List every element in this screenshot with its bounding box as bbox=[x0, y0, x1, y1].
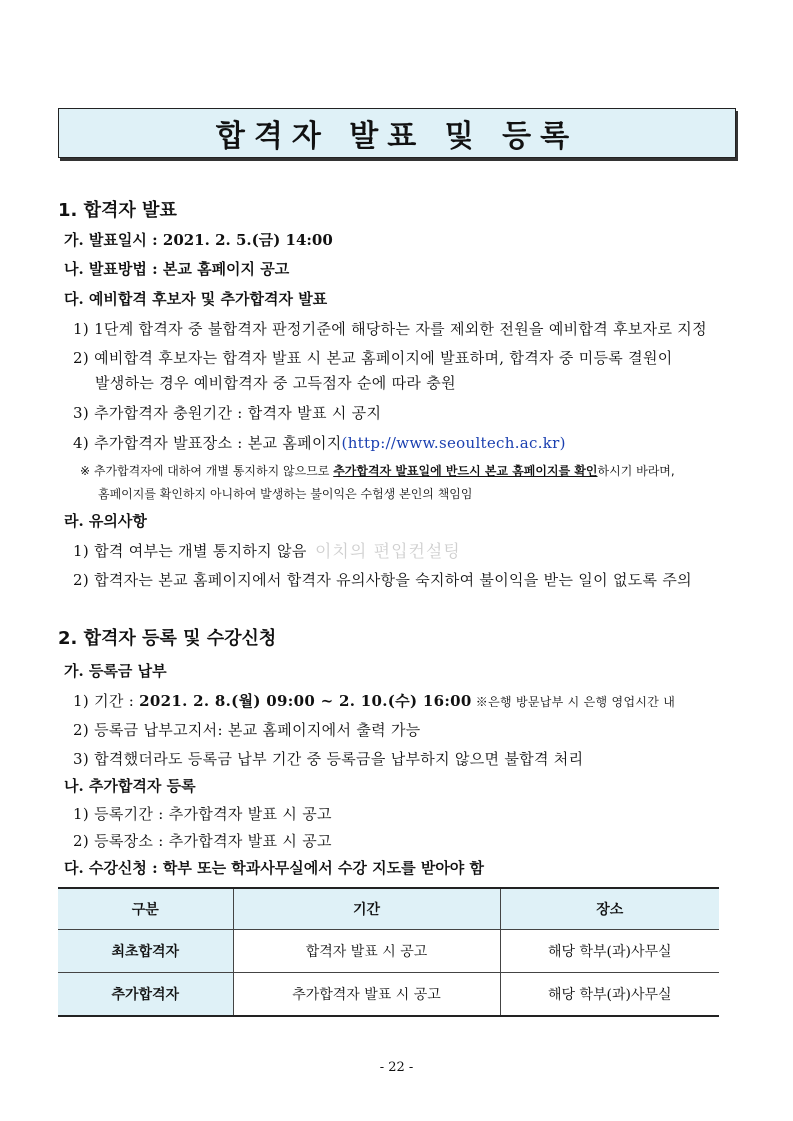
page-title-box bbox=[58, 108, 736, 158]
additional-registration-item-2: 2) 등록장소 : 추가합격자 발표 시 공고 bbox=[73, 832, 332, 850]
notice-line-2: 홈페이지를 확인하지 아니하여 발생하는 불이익은 수험생 본인의 책임임 bbox=[98, 487, 473, 501]
tuition-period: 2021. 2. 8.(월) 09:00 ~ 2. 10.(수) 16:00 bbox=[139, 692, 472, 710]
table-cell: 해당 학부(과)사무실 bbox=[500, 973, 719, 1017]
table-row bbox=[58, 930, 719, 973]
notice-prefix: ※ 추가합격자에 대하여 개별 통지하지 않으므로 bbox=[80, 464, 334, 478]
tuition-period-note: ※은행 방문납부 시 은행 영업시간 내 bbox=[471, 695, 676, 709]
course-registration-heading: 다. 수강신청 : 학부 또는 학과사무실에서 수강 지도를 받아야 함 bbox=[64, 859, 485, 877]
tuition-item-1 bbox=[73, 690, 675, 711]
precaution-item-2: 2) 합격자는 본교 홈페이지에서 합격자 유의사항을 숙지하여 불이익을 받는 일이 없도록 주의 bbox=[73, 571, 692, 589]
additional-registration-heading: 나. 추가합격자 등록 bbox=[64, 777, 196, 795]
table-cell: 해당 학부(과)사무실 bbox=[500, 930, 719, 973]
table-row bbox=[58, 973, 719, 1017]
notice-line-1 bbox=[80, 462, 675, 479]
section1-heading: 1. 합격자 발표 bbox=[58, 200, 177, 221]
page-title: 합격자 발표 및 등록 bbox=[215, 119, 579, 154]
tuition-heading: 가. 등록금 납부 bbox=[64, 662, 167, 680]
waitlist-item-2-cont: 발생하는 경우 예비합격자 중 고득점자 순에 따라 충원 bbox=[95, 374, 456, 392]
table-header-category: 구분 bbox=[58, 888, 233, 930]
page-number: - 22 - bbox=[379, 1060, 414, 1075]
table-cell: 추가합격자 발표 시 공고 bbox=[233, 973, 500, 1017]
precaution-item-1: 1) 합격 여부는 개별 통지하지 않음 bbox=[73, 542, 307, 560]
watermark: 이치의 편입컨설팅 bbox=[315, 542, 461, 562]
notice-emphasis: 추가합격자 발표일에 반드시 본교 홈페이지를 확인 bbox=[333, 464, 598, 478]
announcement-method: 나. 발표방법 : 본교 홈페이지 공고 bbox=[64, 260, 290, 278]
table-cell: 합격자 발표 시 공고 bbox=[233, 930, 500, 973]
table-header-period: 기간 bbox=[233, 888, 500, 930]
table-header-row bbox=[58, 888, 719, 930]
registration-table bbox=[58, 887, 719, 1017]
waitlist-item-4 bbox=[73, 432, 566, 453]
table-cell: 최초합격자 bbox=[58, 930, 233, 973]
waitlist-heading: 다. 예비합격 후보자 및 추가합격자 발표 bbox=[64, 290, 328, 308]
section2-heading: 2. 합격자 등록 및 수강신청 bbox=[58, 628, 277, 649]
announcement-datetime: 가. 발표일시 : 2021. 2. 5.(금) 14:00 bbox=[64, 231, 333, 249]
waitlist-item-3: 3) 추가합격자 충원기간 : 합격자 발표 시 공지 bbox=[73, 404, 382, 422]
additional-registration-item-1: 1) 등록기간 : 추가합격자 발표 시 공고 bbox=[73, 805, 332, 823]
tuition-item-2: 2) 등록금 납부고지서: 본교 홈페이지에서 출력 가능 bbox=[73, 721, 421, 739]
tuition-item-3: 3) 합격했더라도 등록금 납부 기간 중 등록금을 납부하지 않으면 불합격 처리 bbox=[73, 750, 584, 768]
notice-suffix: 하시기 바라며, bbox=[597, 464, 675, 478]
table-header-location: 장소 bbox=[500, 888, 719, 930]
table-cell: 추가합격자 bbox=[58, 973, 233, 1017]
waitlist-item-1: 1) 1단계 합격자 중 불합격자 판정기준에 해당하는 자를 제외한 전원을 예비합격 후보자로 지정 bbox=[73, 320, 707, 338]
tuition-period-label: 1) 기간 : bbox=[73, 692, 140, 710]
precautions-heading: 라. 유의사항 bbox=[64, 512, 147, 530]
waitlist-item-4-label: 4) 추가합격자 발표장소 : 본교 홈페이지 bbox=[73, 434, 342, 452]
waitlist-item-2: 2) 예비합격 후보자는 합격자 발표 시 본교 홈페이지에 발표하며, 합격자 중 미등록 결원이 bbox=[73, 349, 673, 367]
homepage-link[interactable]: (http://www.seoultech.ac.kr) bbox=[341, 434, 566, 452]
